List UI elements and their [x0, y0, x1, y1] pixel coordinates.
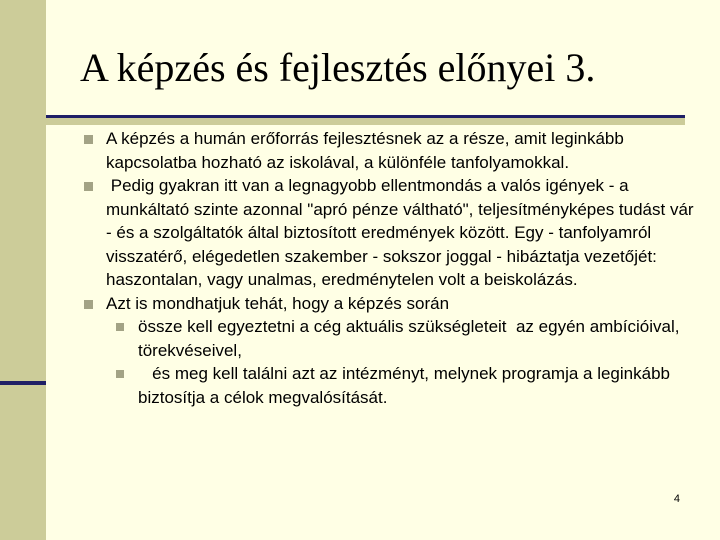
slide-title: A képzés és fejlesztés előnyei 3. [80, 45, 596, 90]
square-bullet-icon [116, 323, 124, 331]
left-accent-divider [0, 381, 46, 385]
page-number: 4 [673, 493, 680, 505]
bullet-item [84, 174, 699, 292]
bullet-item [84, 292, 696, 316]
sub-bullet-item [84, 362, 696, 409]
bullet-text: A képzés a humán erőforrás fejlesztésnek az a része, amit leginkább kapcsolatba hozható az iskolával, a különféle tanfolyamokkal. [106, 129, 624, 172]
slide-body [84, 127, 699, 409]
sub-bullet-item [84, 315, 696, 362]
bullet-text: Azt is mondhatjuk tehát, hogy a képzés során [106, 293, 450, 313]
title-rule-light [46, 118, 685, 125]
bullet-text: Pedig gyakran itt van a legnagyobb ellentmondás a valós igények - a munkáltató szinte azonnal "apró pénze váltható", teljesítményképes tudást vár - és a szolgáltatók által biztosított eredmények között. Egy - tanfolyamról visszatérő, elégedetlen szakember - sokszor joggal - hibáztatja vezetőjét: haszontalan, vagy unalmas, eredménytelen volt a beiskolázás. [106, 176, 699, 289]
bullet-item [84, 127, 696, 174]
square-bullet-icon [84, 300, 93, 309]
sub-bullet-text: össze kell egyeztetni a cég aktuális szükségleteit az egyén ambícióival, törekvéseivel, [138, 317, 685, 360]
square-bullet-icon [116, 370, 124, 378]
sub-bullet-text: és meg kell találni azt az intézményt, melynek programja a leginkább biztosítja a célok megvalósítását. [138, 364, 675, 407]
square-bullet-icon [84, 135, 93, 144]
square-bullet-icon [84, 182, 93, 191]
left-accent-bar [0, 0, 46, 540]
